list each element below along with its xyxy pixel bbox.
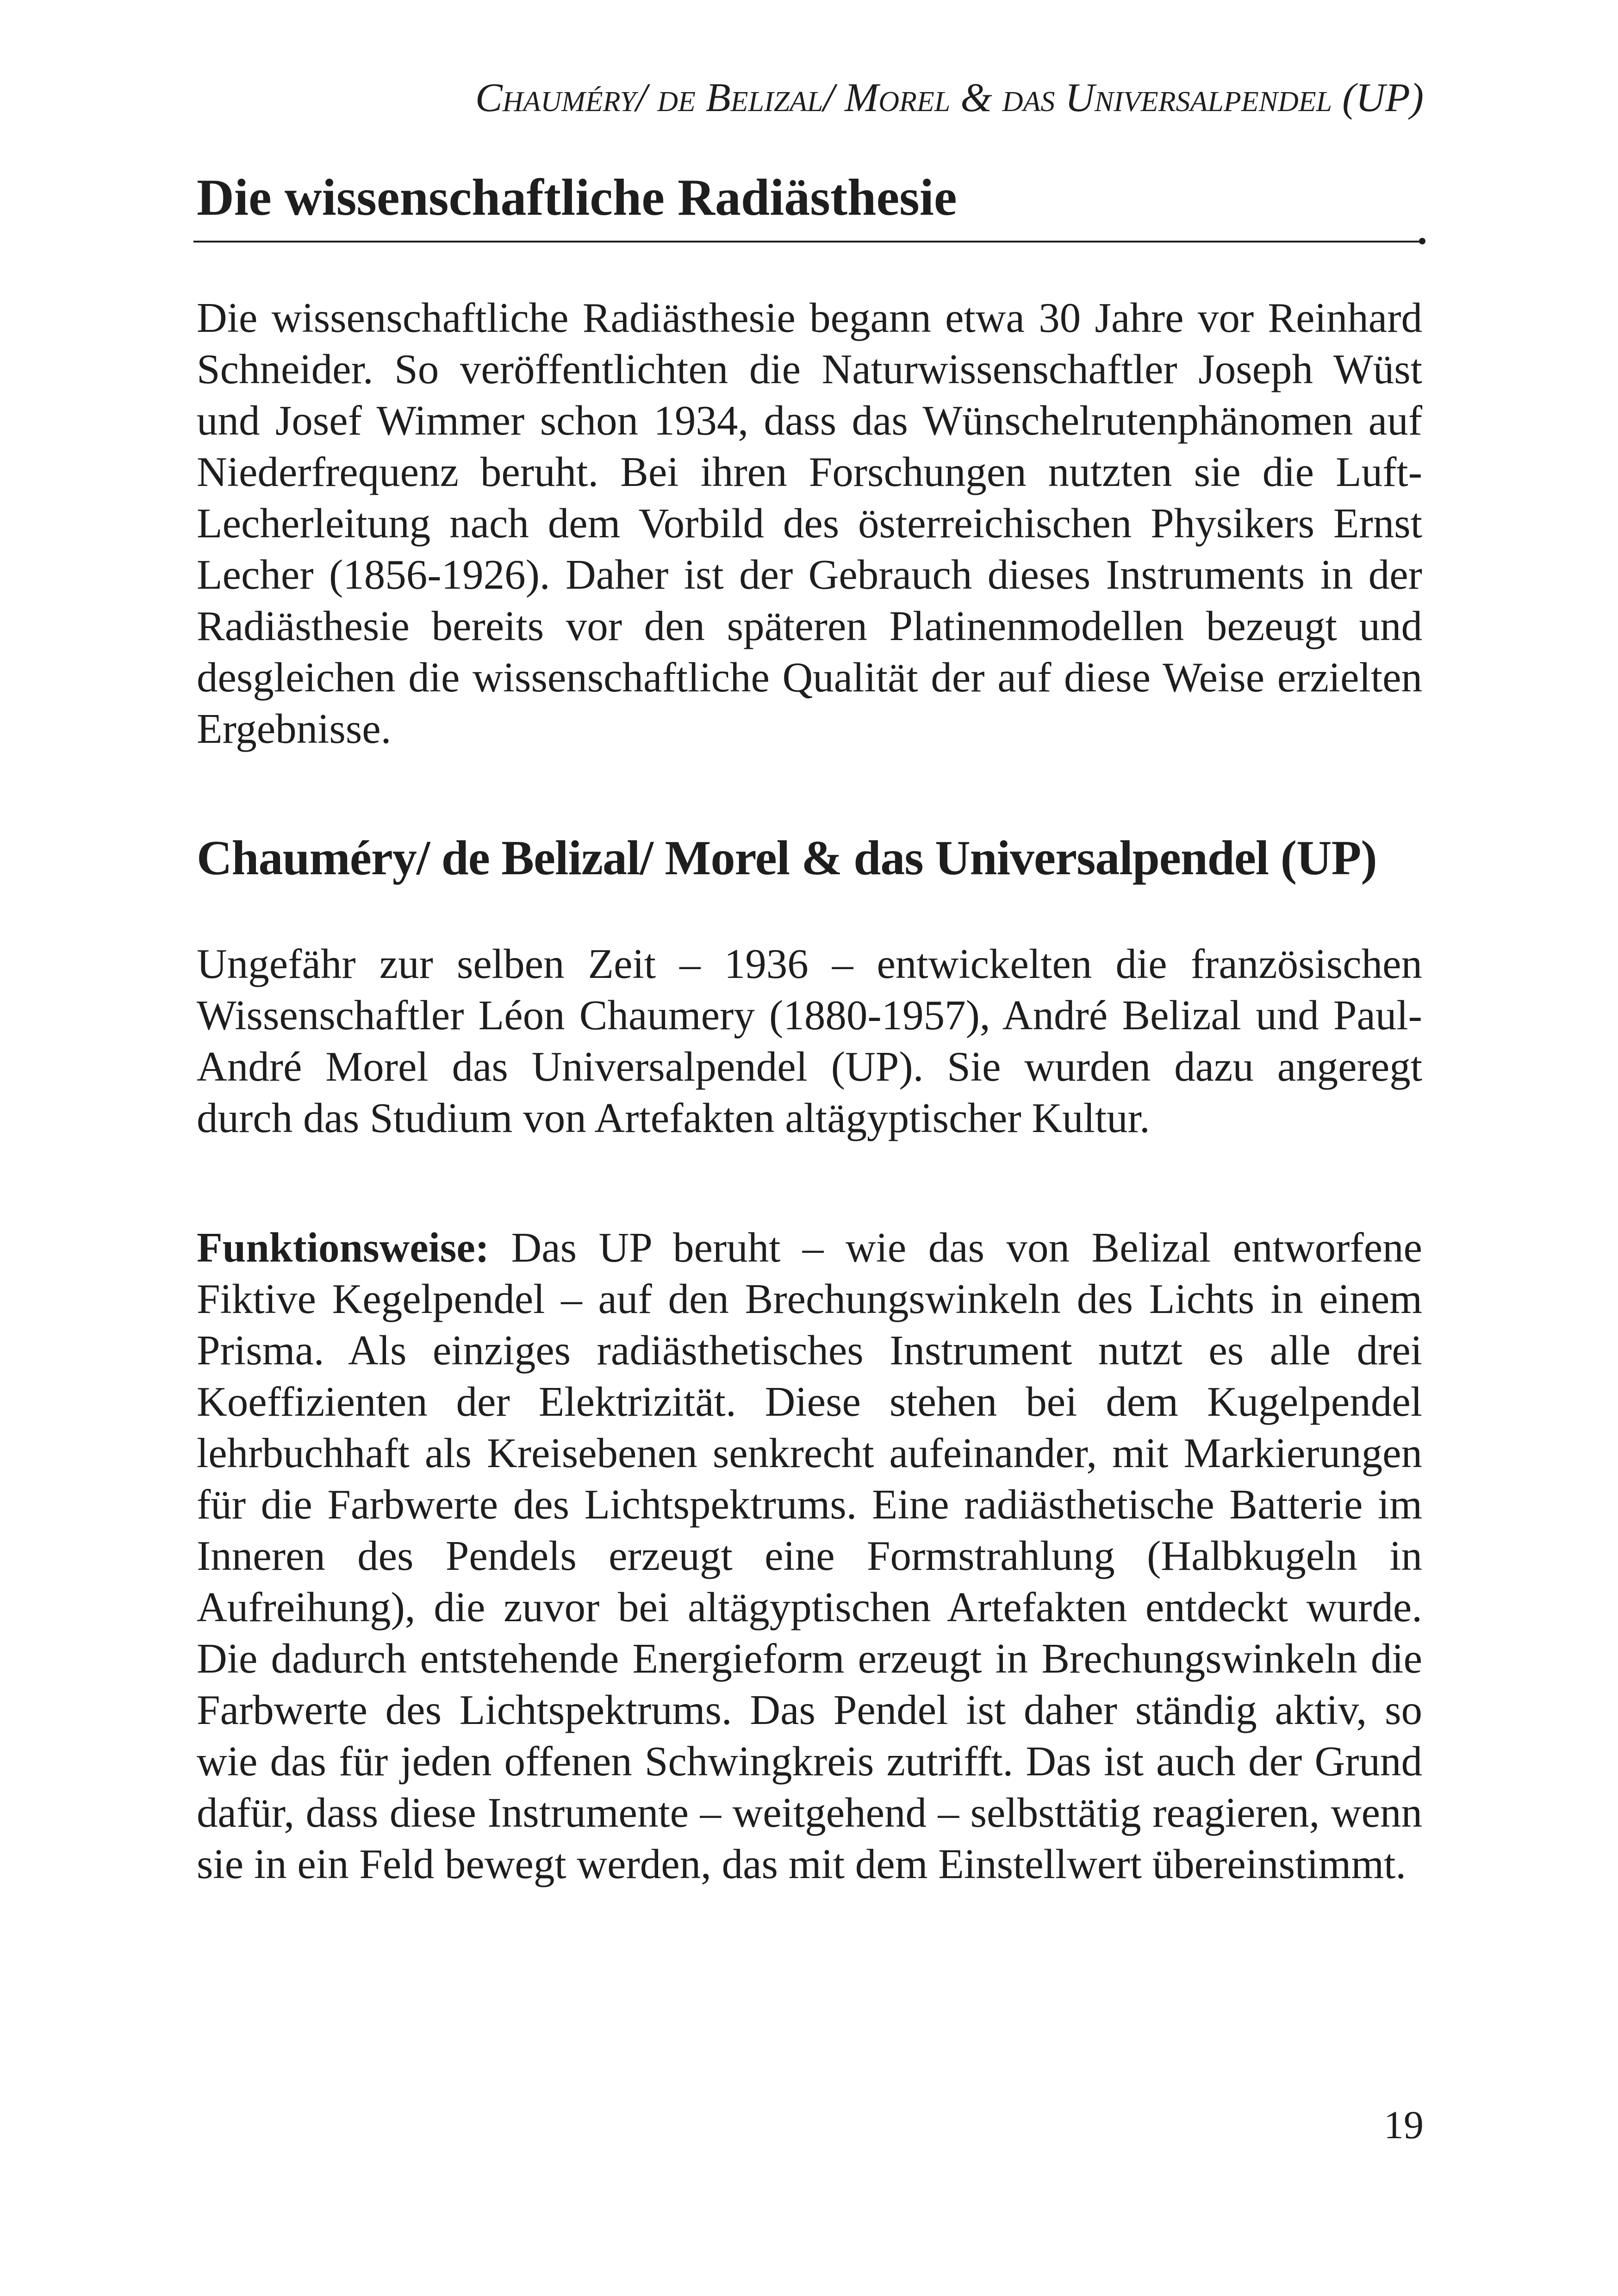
body-paragraph: Die wissenschaftliche Radiästhesie begann etwa 30 Jahre vor Reinhard Schneider. So veröffentlichten die Naturwissenschaftler Joseph Wüst und Josef Wimmer schon 1934, dass das Wünschelrutenphänomen auf Niederfrequenz beruht. Bei ihren Forschungen nutzten sie die Luft-Lecherleitung nach dem Vorbild des österreichischen Physikers Ernst Lecher (1856-1926). Daher ist der Gebrauch dieses Instruments in der Radiästhesie bereits vor den späteren Platinenmodellen bezeugt und desgleichen die wissenschaftliche Qualität der auf diese Weise erzielten Ergebnisse. xyxy=(197,294,1422,752)
body-paragraph xyxy=(197,1222,1422,1890)
section-heading: Chauméry/ de Belizal/ Morel & das Universalpendel (UP) xyxy=(197,831,1377,885)
page-number: 19 xyxy=(1384,2103,1424,2147)
section-title: Die wissenschaftliche Radiästhesie xyxy=(197,169,957,226)
body-paragraph: Ungefähr zur selben Zeit – 1936 – entwickelten die französischen Wissenschaftler Léon Chaumery (1880-1957), André Belizal und Paul-André Morel das Universalpendel (UP). Sie wurden dazu angeregt durch das Studium von Artefakten altägyptischer Kultur. xyxy=(197,940,1422,1141)
title-underline-rule xyxy=(193,241,1425,243)
run-in-label: Funktionsweise: xyxy=(197,1224,490,1271)
rule-end-dot xyxy=(1419,238,1425,244)
paragraph-text: Das UP beruht – wie das von Belizal entworfene Fiktive Kegelpendel – auf den Brechungswinkeln des Lichts in einem Prisma. Als einziges radiästhetisches Instrument nutzt es alle drei Koeffizienten der Elektrizität. Diese stehen bei dem Kugelpendel lehrbuchhaft als Kreisebenen senkrecht aufeinander, mit Markierungen für die Farbwerte des Lichtspektrums. Eine radiästhetische Batterie im Inneren des Pendels erzeugt eine Formstrahlung (Halbkugeln in Aufreihung), die zuvor bei altägyptischen Artefakten entdeckt wurde. Die dadurch entstehende Energieform erzeugt in Brechungswinkeln die Farbwerte des Lichtspektrums. Das Pendel ist daher ständig aktiv, so wie das für jeden offenen Schwingkreis zutrifft. Das ist auch der Grund dafür, dass diese Instrumente – weitgehend – selbsttätig reagieren, wenn sie in ein Feld bewegt werden, das mit dem Einstellwert übereinstimmt. xyxy=(197,1224,1422,1887)
running-header: Chauméry/ de Belizal/ Morel & das Universalpendel (UP) xyxy=(475,75,1424,120)
